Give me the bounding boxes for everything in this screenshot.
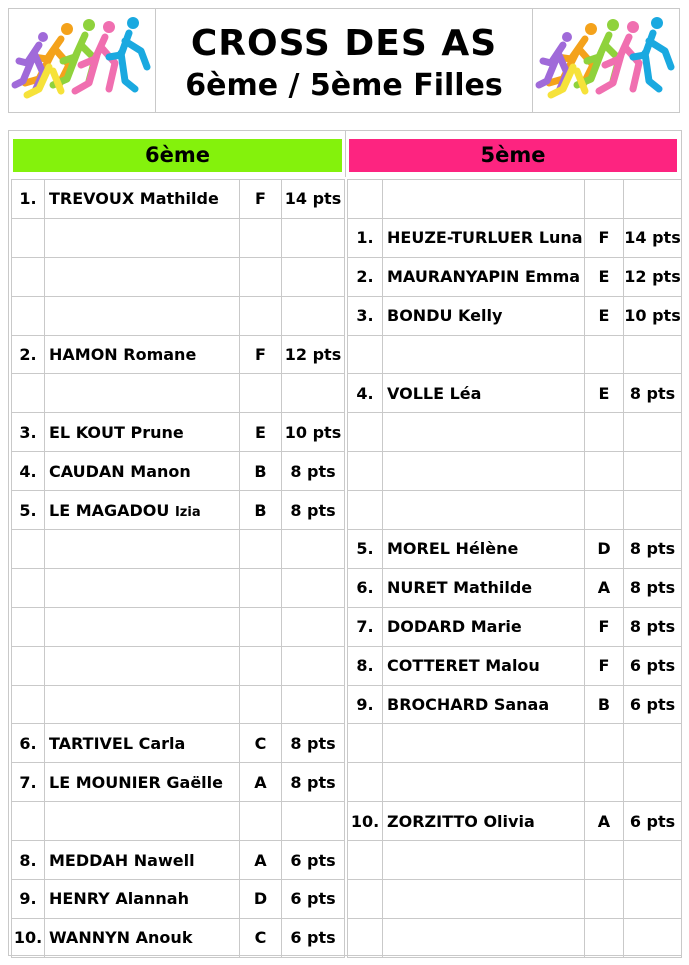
table-row bbox=[348, 607, 682, 646]
last-name: HENRY bbox=[49, 889, 110, 909]
group-cell bbox=[585, 880, 624, 919]
group-cell: A bbox=[585, 568, 624, 607]
table-row bbox=[348, 530, 682, 569]
rank-cell: 9. bbox=[12, 880, 45, 919]
table-row bbox=[348, 646, 682, 685]
points-cell bbox=[282, 646, 345, 685]
athlete-name-cell bbox=[383, 724, 585, 763]
first-name: Alannah bbox=[115, 889, 189, 909]
rank-cell bbox=[348, 413, 383, 452]
athlete-name-cell bbox=[383, 374, 585, 413]
athlete-name-cell bbox=[45, 763, 240, 802]
rank-cell: 1. bbox=[12, 180, 45, 219]
rank-cell bbox=[12, 530, 45, 569]
rank-cell bbox=[12, 296, 45, 335]
last-name: CAUDAN bbox=[49, 461, 125, 481]
group-cell bbox=[585, 841, 624, 880]
athlete-name-cell bbox=[45, 530, 240, 569]
first-name: Romane bbox=[123, 345, 197, 364]
athlete-name-cell bbox=[383, 763, 585, 802]
points-cell: 8 pts bbox=[624, 568, 682, 607]
title-area bbox=[155, 9, 533, 112]
athlete-name-cell bbox=[383, 530, 585, 569]
group-cell: F bbox=[240, 180, 282, 219]
points-cell bbox=[624, 880, 682, 919]
points-cell bbox=[624, 724, 682, 763]
table-row bbox=[12, 568, 345, 607]
rank-cell bbox=[12, 607, 45, 646]
rank-cell bbox=[348, 452, 383, 491]
points-cell: 6 pts bbox=[624, 685, 682, 724]
points-cell: 6 pts bbox=[624, 802, 682, 841]
group-cell: F bbox=[585, 607, 624, 646]
points-cell: 10 pts bbox=[282, 413, 345, 452]
points-cell bbox=[282, 257, 345, 296]
first-name: Anouk bbox=[135, 928, 193, 948]
table-row bbox=[348, 452, 682, 491]
rank-cell bbox=[12, 568, 45, 607]
group-cell: E bbox=[585, 257, 624, 296]
group-cell bbox=[240, 568, 282, 607]
points-cell: 6 pts bbox=[624, 646, 682, 685]
column-divider bbox=[345, 131, 346, 177]
points-cell: 6 pts bbox=[282, 841, 345, 880]
table-row bbox=[12, 413, 345, 452]
athlete-name-cell bbox=[383, 218, 585, 257]
group-cell bbox=[240, 607, 282, 646]
first-name: Carla bbox=[138, 733, 186, 753]
points-cell: 10 pts bbox=[624, 296, 682, 335]
points-cell: 8 pts bbox=[282, 491, 345, 530]
first-name: Kelly bbox=[458, 306, 503, 326]
group-cell bbox=[240, 257, 282, 296]
rank-cell bbox=[12, 257, 45, 296]
table-row bbox=[348, 491, 682, 530]
table-row bbox=[12, 802, 345, 841]
points-cell bbox=[624, 841, 682, 880]
rank-cell: 2. bbox=[12, 335, 45, 374]
group-cell: B bbox=[240, 491, 282, 530]
group-cell bbox=[240, 685, 282, 724]
table-row bbox=[348, 413, 682, 452]
group-cell: E bbox=[240, 413, 282, 452]
athlete-name-cell bbox=[383, 491, 585, 530]
rank-cell bbox=[348, 841, 383, 880]
group-cell bbox=[240, 646, 282, 685]
athlete-name-cell bbox=[45, 802, 240, 841]
rank-cell: 6. bbox=[12, 724, 45, 763]
athlete-name-cell bbox=[383, 802, 585, 841]
last-name: EL KOUT bbox=[49, 422, 125, 442]
group-cell: A bbox=[240, 841, 282, 880]
rank-cell: 9. bbox=[348, 685, 383, 724]
points-cell bbox=[282, 218, 345, 257]
athlete-name-cell bbox=[45, 257, 240, 296]
athlete-name-cell bbox=[383, 257, 585, 296]
group-cell bbox=[240, 530, 282, 569]
group-cell bbox=[585, 491, 624, 530]
table-row bbox=[12, 374, 345, 413]
points-cell bbox=[624, 180, 682, 219]
group-cell bbox=[240, 218, 282, 257]
rank-cell bbox=[348, 180, 383, 219]
page-header bbox=[8, 8, 680, 113]
rank-cell: 6. bbox=[348, 568, 383, 607]
group-cell: C bbox=[240, 724, 282, 763]
table-row bbox=[12, 335, 345, 374]
table-row bbox=[348, 374, 682, 413]
group-cell: D bbox=[585, 530, 624, 569]
rank-cell: 10. bbox=[12, 918, 45, 957]
group-cell: B bbox=[240, 452, 282, 491]
first-name: Gaëlle bbox=[166, 772, 223, 792]
points-cell bbox=[624, 413, 682, 452]
table-row bbox=[348, 918, 682, 957]
group-cell: F bbox=[585, 218, 624, 257]
table-row bbox=[12, 218, 345, 257]
group-cell bbox=[585, 763, 624, 802]
rank-cell: 8. bbox=[348, 646, 383, 685]
column-header-5eme: 5ème bbox=[349, 139, 677, 172]
last-name: HAMON bbox=[49, 345, 118, 364]
table-row bbox=[348, 724, 682, 763]
rank-cell bbox=[12, 646, 45, 685]
last-name: TREVOUX bbox=[49, 189, 135, 209]
table-row bbox=[12, 607, 345, 646]
table-row bbox=[12, 685, 345, 724]
athlete-name-cell bbox=[45, 607, 240, 646]
table-row bbox=[12, 724, 345, 763]
table-row bbox=[12, 452, 345, 491]
last-name: COTTERET bbox=[387, 656, 480, 676]
rank-cell: 1. bbox=[348, 218, 383, 257]
runners-logo-icon bbox=[532, 9, 679, 112]
table-row bbox=[12, 918, 345, 957]
results-frame bbox=[8, 130, 682, 956]
athlete-name-cell bbox=[383, 880, 585, 919]
rank-cell: 3. bbox=[12, 413, 45, 452]
last-name: HEUZE-TURLUER bbox=[387, 228, 534, 248]
athlete-name-cell bbox=[383, 918, 585, 957]
rank-cell bbox=[348, 491, 383, 530]
results-table-6eme bbox=[11, 179, 345, 958]
table-row bbox=[12, 491, 345, 530]
table-row bbox=[12, 296, 345, 335]
rank-cell: 8. bbox=[12, 841, 45, 880]
athlete-name-cell bbox=[45, 841, 240, 880]
points-cell bbox=[624, 452, 682, 491]
points-cell: 6 pts bbox=[282, 880, 345, 919]
athlete-name-cell bbox=[45, 452, 240, 491]
runners-logo-icon bbox=[9, 9, 156, 112]
athlete-name-cell bbox=[45, 491, 240, 530]
group-cell bbox=[585, 452, 624, 491]
table-row bbox=[348, 685, 682, 724]
rank-cell: 5. bbox=[348, 530, 383, 569]
group-cell bbox=[585, 335, 624, 374]
rank-cell: 10. bbox=[348, 802, 383, 841]
rank-cell: 7. bbox=[348, 607, 383, 646]
last-name: ZORZITTO bbox=[387, 811, 478, 831]
athlete-name-cell bbox=[383, 841, 585, 880]
athlete-name-cell bbox=[45, 685, 240, 724]
group-cell bbox=[585, 918, 624, 957]
rank-cell bbox=[12, 802, 45, 841]
group-cell bbox=[585, 413, 624, 452]
group-cell bbox=[585, 724, 624, 763]
rank-cell: 7. bbox=[12, 763, 45, 802]
athlete-name-cell bbox=[45, 646, 240, 685]
points-cell: 14 pts bbox=[282, 180, 345, 219]
table-row bbox=[12, 646, 345, 685]
athlete-name-cell bbox=[383, 180, 585, 219]
athlete-name-cell bbox=[383, 685, 585, 724]
first-name: Mathilde bbox=[453, 578, 533, 598]
table-row bbox=[348, 257, 682, 296]
last-name: NURET bbox=[387, 578, 448, 598]
results-table-5eme bbox=[347, 179, 682, 958]
table-row bbox=[348, 841, 682, 880]
rank-cell: 4. bbox=[12, 452, 45, 491]
last-name: DODARD bbox=[387, 617, 466, 637]
last-name: MOREL bbox=[387, 539, 450, 559]
athlete-name-cell bbox=[45, 724, 240, 763]
first-name: Emma bbox=[524, 267, 581, 287]
table-row bbox=[348, 568, 682, 607]
last-name: LE MAGADOU bbox=[49, 500, 170, 520]
athlete-name-cell bbox=[45, 180, 240, 219]
first-name: Olivia bbox=[483, 811, 535, 831]
page-subtitle: 6ème / 5ème Filles bbox=[185, 68, 503, 103]
group-cell: B bbox=[585, 685, 624, 724]
last-name: MAURANYAPIN bbox=[387, 267, 520, 287]
table-row bbox=[348, 763, 682, 802]
points-cell: 8 pts bbox=[624, 607, 682, 646]
rank-cell bbox=[348, 880, 383, 919]
rank-cell bbox=[12, 685, 45, 724]
points-cell bbox=[624, 335, 682, 374]
group-cell: F bbox=[240, 335, 282, 374]
athlete-name-cell bbox=[45, 296, 240, 335]
athlete-name-cell bbox=[45, 880, 240, 919]
points-cell bbox=[624, 763, 682, 802]
table-row bbox=[12, 530, 345, 569]
athlete-name-cell bbox=[383, 413, 585, 452]
table-row bbox=[12, 180, 345, 219]
points-cell: 8 pts bbox=[282, 724, 345, 763]
first-name: Marie bbox=[470, 617, 522, 637]
rank-cell bbox=[12, 374, 45, 413]
last-name: WANNYN bbox=[49, 928, 131, 948]
table-row bbox=[348, 296, 682, 335]
first-name: Malou bbox=[485, 656, 540, 676]
group-cell: F bbox=[585, 646, 624, 685]
page-title: CROSS DES AS bbox=[190, 23, 498, 64]
first-name: Hélène bbox=[455, 539, 519, 559]
rank-cell bbox=[348, 763, 383, 802]
points-cell: 8 pts bbox=[282, 763, 345, 802]
group-cell: A bbox=[585, 802, 624, 841]
points-cell: 14 pts bbox=[624, 218, 682, 257]
rank-cell bbox=[348, 724, 383, 763]
group-cell bbox=[240, 802, 282, 841]
last-name: VOLLE bbox=[387, 383, 445, 403]
points-cell bbox=[282, 607, 345, 646]
last-name: MEDDAH bbox=[49, 850, 129, 870]
group-cell bbox=[585, 180, 624, 219]
table-row bbox=[12, 763, 345, 802]
points-cell: 8 pts bbox=[624, 530, 682, 569]
table-row bbox=[348, 218, 682, 257]
points-cell bbox=[282, 374, 345, 413]
first-name: Léa bbox=[449, 383, 482, 403]
athlete-name-cell bbox=[45, 413, 240, 452]
first-name: Manon bbox=[130, 461, 191, 481]
rank-cell: 5. bbox=[12, 491, 45, 530]
points-cell bbox=[282, 296, 345, 335]
last-name: TARTIVEL bbox=[49, 733, 134, 753]
rank-cell: 2. bbox=[348, 257, 383, 296]
last-name: BROCHARD bbox=[387, 695, 489, 715]
athlete-name-cell bbox=[45, 218, 240, 257]
table-row bbox=[12, 880, 345, 919]
first-name: Izia bbox=[174, 504, 201, 520]
points-cell: 12 pts bbox=[624, 257, 682, 296]
table-row bbox=[348, 335, 682, 374]
group-cell: C bbox=[240, 918, 282, 957]
athlete-name-cell bbox=[383, 296, 585, 335]
rank-cell: 4. bbox=[348, 374, 383, 413]
group-cell: E bbox=[585, 296, 624, 335]
table-row bbox=[348, 880, 682, 919]
points-cell: 8 pts bbox=[282, 452, 345, 491]
athlete-name-cell bbox=[45, 374, 240, 413]
athlete-name-cell bbox=[383, 452, 585, 491]
group-cell: E bbox=[585, 374, 624, 413]
group-cell bbox=[240, 296, 282, 335]
points-cell bbox=[624, 918, 682, 957]
points-cell: 12 pts bbox=[282, 335, 345, 374]
last-name: BONDU bbox=[387, 306, 453, 326]
first-name: Mathilde bbox=[139, 189, 219, 209]
table-row bbox=[348, 180, 682, 219]
group-cell bbox=[240, 374, 282, 413]
points-cell bbox=[282, 802, 345, 841]
group-cell: D bbox=[240, 880, 282, 919]
athlete-name-cell bbox=[383, 335, 585, 374]
rank-cell: 3. bbox=[348, 296, 383, 335]
athlete-name-cell bbox=[45, 918, 240, 957]
athlete-name-cell bbox=[45, 568, 240, 607]
table-row bbox=[12, 841, 345, 880]
first-name: Luna bbox=[538, 228, 583, 248]
points-cell: 8 pts bbox=[624, 374, 682, 413]
points-cell: 6 pts bbox=[282, 918, 345, 957]
points-cell bbox=[282, 685, 345, 724]
athlete-name-cell bbox=[383, 607, 585, 646]
athlete-name-cell bbox=[383, 568, 585, 607]
first-name: Prune bbox=[130, 422, 184, 442]
athlete-name-cell bbox=[45, 335, 240, 374]
points-cell bbox=[282, 568, 345, 607]
athlete-name-cell bbox=[383, 646, 585, 685]
first-name: Nawell bbox=[133, 850, 195, 870]
table-row bbox=[348, 802, 682, 841]
rank-cell bbox=[348, 918, 383, 957]
points-cell bbox=[282, 530, 345, 569]
group-cell: A bbox=[240, 763, 282, 802]
last-name: LE MOUNIER bbox=[49, 772, 161, 792]
first-name: Sanaa bbox=[493, 695, 550, 715]
table-row bbox=[12, 257, 345, 296]
column-header-6eme: 6ème bbox=[13, 139, 342, 172]
rank-cell bbox=[348, 335, 383, 374]
rank-cell bbox=[12, 218, 45, 257]
points-cell bbox=[624, 491, 682, 530]
